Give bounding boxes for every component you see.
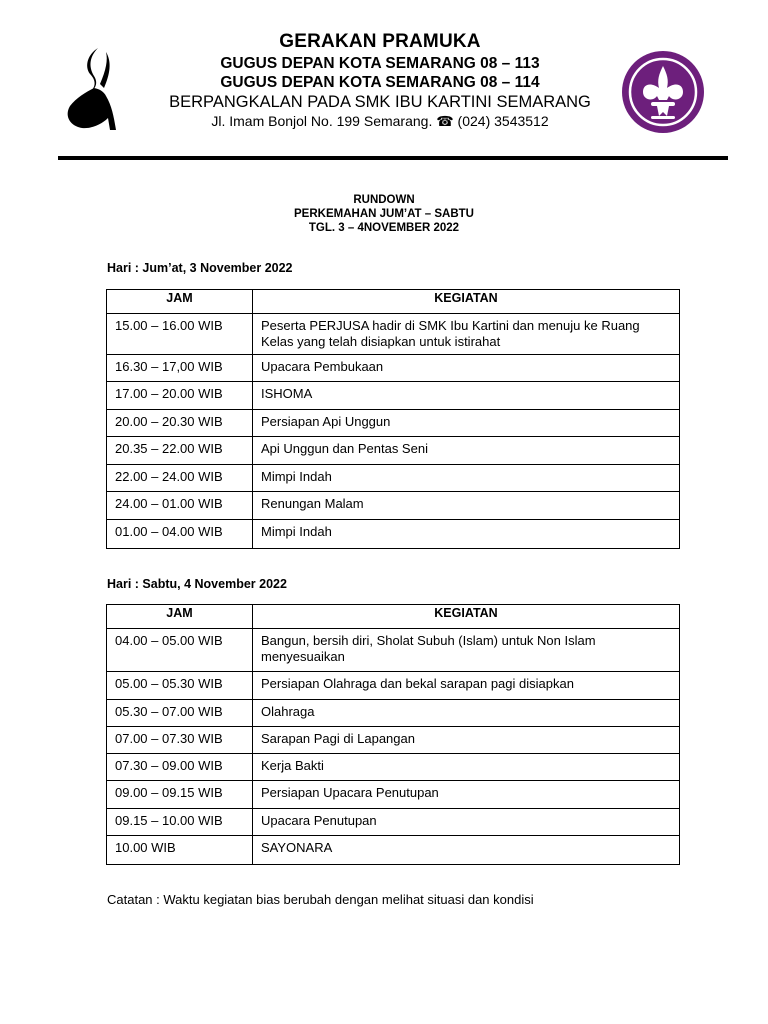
jam-cell: 05.30 – 07.00 WIB: [107, 700, 253, 727]
table-row: [107, 410, 680, 437]
day1-label: Hari : Jum’at, 3 November 2022: [107, 261, 293, 275]
kegiatan-cell: Sarapan Pagi di Lapangan: [253, 727, 680, 754]
jam-cell: 04.00 – 05.00 WIB: [107, 629, 253, 672]
table-row: [107, 629, 680, 672]
kegiatan-cell: Persiapan Api Unggun: [253, 410, 680, 437]
jam-cell: 05.00 – 05.30 WIB: [107, 672, 253, 700]
wosm-emblem-logo: [621, 50, 705, 134]
jam-cell: 07.30 – 09.00 WIB: [107, 754, 253, 781]
kegiatan-cell: Persiapan Upacara Penutupan: [253, 781, 680, 809]
rundown-date: TGL. 3 – 4NOVEMBER 2022: [308, 222, 460, 234]
jam-cell: 20.35 – 22.00 WIB: [107, 437, 253, 465]
jam-cell: 24.00 – 01.00 WIB: [107, 492, 253, 520]
gugus-line-1: GUGUS DEPAN KOTA SEMARANG 08 – 113: [220, 55, 540, 72]
kegiatan-cell: Renungan Malam: [253, 492, 680, 520]
organization-title: GERAKAN PRAMUKA: [279, 31, 481, 52]
rundown-event: PERKEMAHAN JUM’AT – SABTU: [294, 208, 474, 220]
kegiatan-cell: Olahraga: [253, 700, 680, 727]
col-header-jam: JAM: [107, 605, 253, 629]
jam-cell: 22.00 – 24.00 WIB: [107, 465, 253, 492]
gugus-line-2: GUGUS DEPAN KOTA SEMARANG 08 – 114: [220, 74, 540, 91]
jam-cell: 20.00 – 20.30 WIB: [107, 410, 253, 437]
kegiatan-cell: Api Unggun dan Pentas Seni: [253, 437, 680, 465]
jam-cell: 15.00 – 16.00 WIB: [107, 314, 253, 355]
header-divider: [58, 156, 728, 160]
col-header-kegiatan: KEGIATAN: [253, 605, 680, 629]
jam-cell: 16.30 – 17,00 WIB: [107, 355, 253, 382]
kegiatan-cell: ISHOMA: [253, 382, 680, 410]
jam-cell: 17.00 – 20.00 WIB: [107, 382, 253, 410]
table-row: [107, 700, 680, 727]
kegiatan-cell: Persiapan Olahraga dan bekal sarapan pagi disiapkan: [253, 672, 680, 700]
kegiatan-cell: Kerja Bakti: [253, 754, 680, 781]
table-row: [107, 809, 680, 836]
day2-label: Hari : Sabtu, 4 November 2022: [107, 577, 287, 591]
table-header-row: [107, 290, 680, 314]
col-header-jam: JAM: [107, 290, 253, 314]
day2-schedule-table: [106, 604, 680, 865]
jam-cell: 07.00 – 07.30 WIB: [107, 727, 253, 754]
kegiatan-cell: Mimpi Indah: [253, 465, 680, 492]
kegiatan-cell: SAYONARA: [253, 836, 680, 865]
jam-cell: 10.00 WIB: [107, 836, 253, 865]
letterhead: [120, 30, 640, 130]
table-row: [107, 314, 680, 355]
base-line: BERPANGKALAN PADA SMK IBU KARTINI SEMARANG: [169, 93, 591, 111]
jam-cell: 01.00 – 04.00 WIB: [107, 520, 253, 549]
jam-cell: 09.15 – 10.00 WIB: [107, 809, 253, 836]
address-line: Jl. Imam Bonjol No. 199 Semarang. ☎ (024) 3543512: [211, 113, 549, 129]
kegiatan-cell: Upacara Pembukaan: [253, 355, 680, 382]
rundown-heading: [0, 193, 768, 235]
kegiatan-cell: Bangun, bersih diri, Sholat Subuh (Islam) untuk Non Islam menyesuaikan: [253, 629, 680, 672]
table-row: [107, 437, 680, 465]
day1-schedule-table: [106, 289, 680, 549]
table-header-row: [107, 605, 680, 629]
kegiatan-cell: Mimpi Indah: [253, 520, 680, 549]
table-row: [107, 836, 680, 865]
footnote: Catatan : Waktu kegiatan bias berubah dengan melihat situasi dan kondisi: [107, 892, 534, 907]
table-row: [107, 727, 680, 754]
table-row: [107, 492, 680, 520]
col-header-kegiatan: KEGIATAN: [253, 290, 680, 314]
table-row: [107, 781, 680, 809]
kegiatan-cell: Peserta PERJUSA hadir di SMK Ibu Kartini dan menuju ke Ruang Kelas yang telah disiapkan untuk istirahat: [253, 314, 680, 355]
table-row: [107, 355, 680, 382]
jam-cell: 09.00 – 09.15 WIB: [107, 781, 253, 809]
kegiatan-cell: Upacara Penutupan: [253, 809, 680, 836]
table-row: [107, 465, 680, 492]
table-row: [107, 754, 680, 781]
rundown-title: RUNDOWN: [353, 194, 415, 206]
table-row: [107, 520, 680, 549]
table-row: [107, 382, 680, 410]
table-row: [107, 672, 680, 700]
